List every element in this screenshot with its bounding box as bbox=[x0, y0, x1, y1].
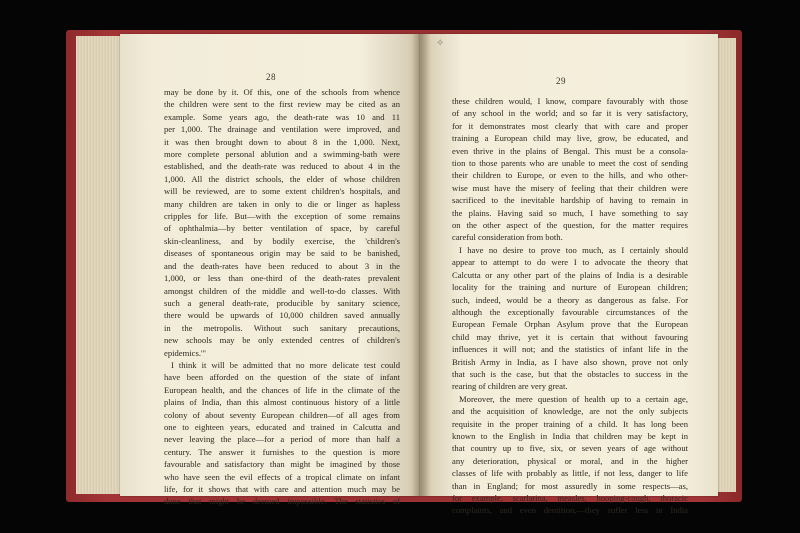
text-line: new schools may be only extended centres of children's bbox=[164, 335, 400, 346]
text-line: in the metropolis. Without such sanitary precautions, bbox=[164, 322, 400, 333]
book-gutter bbox=[412, 34, 430, 496]
text-line: although the exceptionally favourable circumstances of the bbox=[452, 306, 688, 317]
text-line: skin-cleanliness, and by bodily exercise, the 'children's bbox=[164, 235, 400, 246]
text-line: I think it will be admitted that no more delicate test could bbox=[171, 359, 400, 370]
text-line: than in England; for most assuredly in some respects—as, bbox=[452, 480, 688, 491]
text-line: established, and the death-rate was reduced to about 4 in the bbox=[164, 161, 400, 172]
text-line: British Army in India, as I have also shown, prove not only bbox=[452, 356, 688, 367]
text-line: and the acquisition of knowledge, are not the only subjects bbox=[452, 406, 688, 417]
right-page-number: 29 bbox=[556, 76, 566, 86]
text-line: European health, and the chances of life in the climate of the bbox=[164, 384, 400, 395]
text-line: done that might be deemed impossible. The statistics of bbox=[164, 496, 400, 507]
text-line: example. Some years ago, the death-rate was 10 and 11 bbox=[164, 111, 400, 122]
text-line: diseases of spontaneous origin may be said to be banished, bbox=[164, 248, 400, 259]
text-line: the children were sent to the first review may be cited as an bbox=[164, 99, 400, 110]
text-line: Calcutta or any other part of the plains of India is a desirable bbox=[452, 269, 688, 280]
text-line: there would be upwards of 10,000 children saved annually bbox=[164, 310, 400, 321]
text-line: such a general death-rate, producible by sanitary science, bbox=[164, 297, 400, 308]
text-line: century. The answer it furnishes to the question is more bbox=[164, 446, 400, 457]
left-page-text bbox=[164, 86, 400, 508]
text-line: amongst children of the middle and well-to-do classes. With bbox=[164, 285, 400, 296]
text-line: even thrive in the plains of Bengal. This must be a consola- bbox=[452, 145, 688, 156]
text-line: wise must have the misery of feeling that their children were bbox=[452, 182, 688, 193]
text-line: one to eighteen years, educated and trained in Calcutta and bbox=[164, 421, 400, 432]
text-line: rearing of children are very great. bbox=[452, 381, 568, 392]
text-line: I have no desire to prove too much, as I certainly should bbox=[459, 244, 688, 255]
text-line: the plains. Having said so much, I have something to say bbox=[452, 207, 688, 218]
text-line: never leaving the place—for a period of more than half a bbox=[164, 434, 400, 445]
left-page-number: 28 bbox=[266, 72, 276, 82]
text-line: complaints, and even dentition,—they suffer less in India bbox=[452, 505, 688, 516]
text-line: any deterioration, physical or moral, and in the higher bbox=[452, 455, 688, 466]
text-line: for it demonstrates most clearly that with care and proper bbox=[452, 120, 688, 131]
text-line: European Female Orphan Asylum prove that the European bbox=[452, 319, 688, 330]
text-line: locality for the training and nurture of European children; bbox=[452, 282, 688, 293]
text-line: 1,000, or less than one-third of the death-rates prevalent bbox=[164, 273, 400, 284]
text-line: per 1,000. The drainage and ventilation were improved, and bbox=[164, 124, 400, 135]
text-line: for example, scarlatina, measles, hooping-cough, thoracic bbox=[452, 493, 688, 503]
text-line: on the other aspect of the question, for the matter requires bbox=[452, 220, 688, 231]
page-stain-mark: ✧ bbox=[436, 38, 445, 49]
text-line: classes of life with probably as little, if not less, danger to life bbox=[452, 468, 688, 479]
text-line: of any school in the world; and so far it is very satisfactory, bbox=[452, 108, 688, 119]
text-line: cripples for life. But—with the exception of some remains bbox=[164, 211, 400, 222]
text-line: more complete personal ablution and a swimming-bath were bbox=[164, 149, 400, 160]
text-line: sacrificed to the inevitable hardship of having to remain in bbox=[452, 195, 688, 206]
text-line: these children would, I know, compare favourably with those bbox=[452, 96, 688, 106]
text-line: that such is the case, but that the obstacles to success in the bbox=[452, 368, 688, 379]
text-line: appear to attempt to do were I to advocate the theory that bbox=[452, 257, 688, 268]
text-line: favourable and satisfactory than might be imagined by those bbox=[164, 459, 400, 470]
text-line: child may thrive, yet it is certain that without favouring bbox=[452, 331, 688, 342]
text-line: plains of India, than this almost continuous history of a little bbox=[164, 397, 400, 408]
text-line: 1,000. All the district schools, the elder of whose children bbox=[164, 173, 400, 184]
text-line: colony of about seventy European children—of all ages from bbox=[164, 409, 400, 420]
right-page-text bbox=[452, 95, 688, 517]
text-line: known to the English in India that children may be kept in bbox=[452, 430, 688, 441]
text-line: it was then brought down to about 8 in the 1,000. Next, bbox=[164, 136, 400, 147]
text-line: and the death-rates have been reduced to about 3 in the bbox=[164, 260, 400, 271]
text-line: of ophthalmia—by better ventilation of space, by careful bbox=[164, 223, 400, 234]
text-line: may be done by it. Of this, one of the schools from whence bbox=[164, 87, 400, 97]
text-line: requisite in the proper training of a child. It has long been bbox=[452, 418, 688, 429]
text-line: influences it will not; and the statistics of infant life in the bbox=[452, 344, 688, 355]
text-line: that country up to five, six, or seven years of age without bbox=[452, 443, 688, 454]
text-line: many children are taken in only to die or linger as hapless bbox=[164, 198, 400, 209]
text-line: such, indeed, would be a theory as dangerous as false. For bbox=[452, 294, 688, 305]
text-line: life, for it shows that with care and attention much may be bbox=[164, 484, 400, 494]
text-line: tion to those parents who are unable to meet the cost of sending bbox=[452, 158, 688, 169]
left-page-edges bbox=[76, 36, 126, 494]
text-line: who have seen the evil effects of a tropical climate on infant bbox=[164, 471, 400, 482]
text-line: training a European child may live, grow, be educated, and bbox=[452, 133, 688, 144]
text-line: Moreover, the mere question of health up to a certain age, bbox=[459, 393, 688, 404]
text-line: their children to Europe, or even to the hills, and who other- bbox=[452, 170, 688, 181]
text-line: careful consideration from both. bbox=[452, 232, 563, 243]
text-line: will be reviewed, are to some extent children's hospitals, and bbox=[164, 186, 400, 197]
text-line: have been afforded on the question of the state of infant bbox=[164, 372, 400, 383]
text-line: epidemics.'" bbox=[164, 347, 207, 358]
